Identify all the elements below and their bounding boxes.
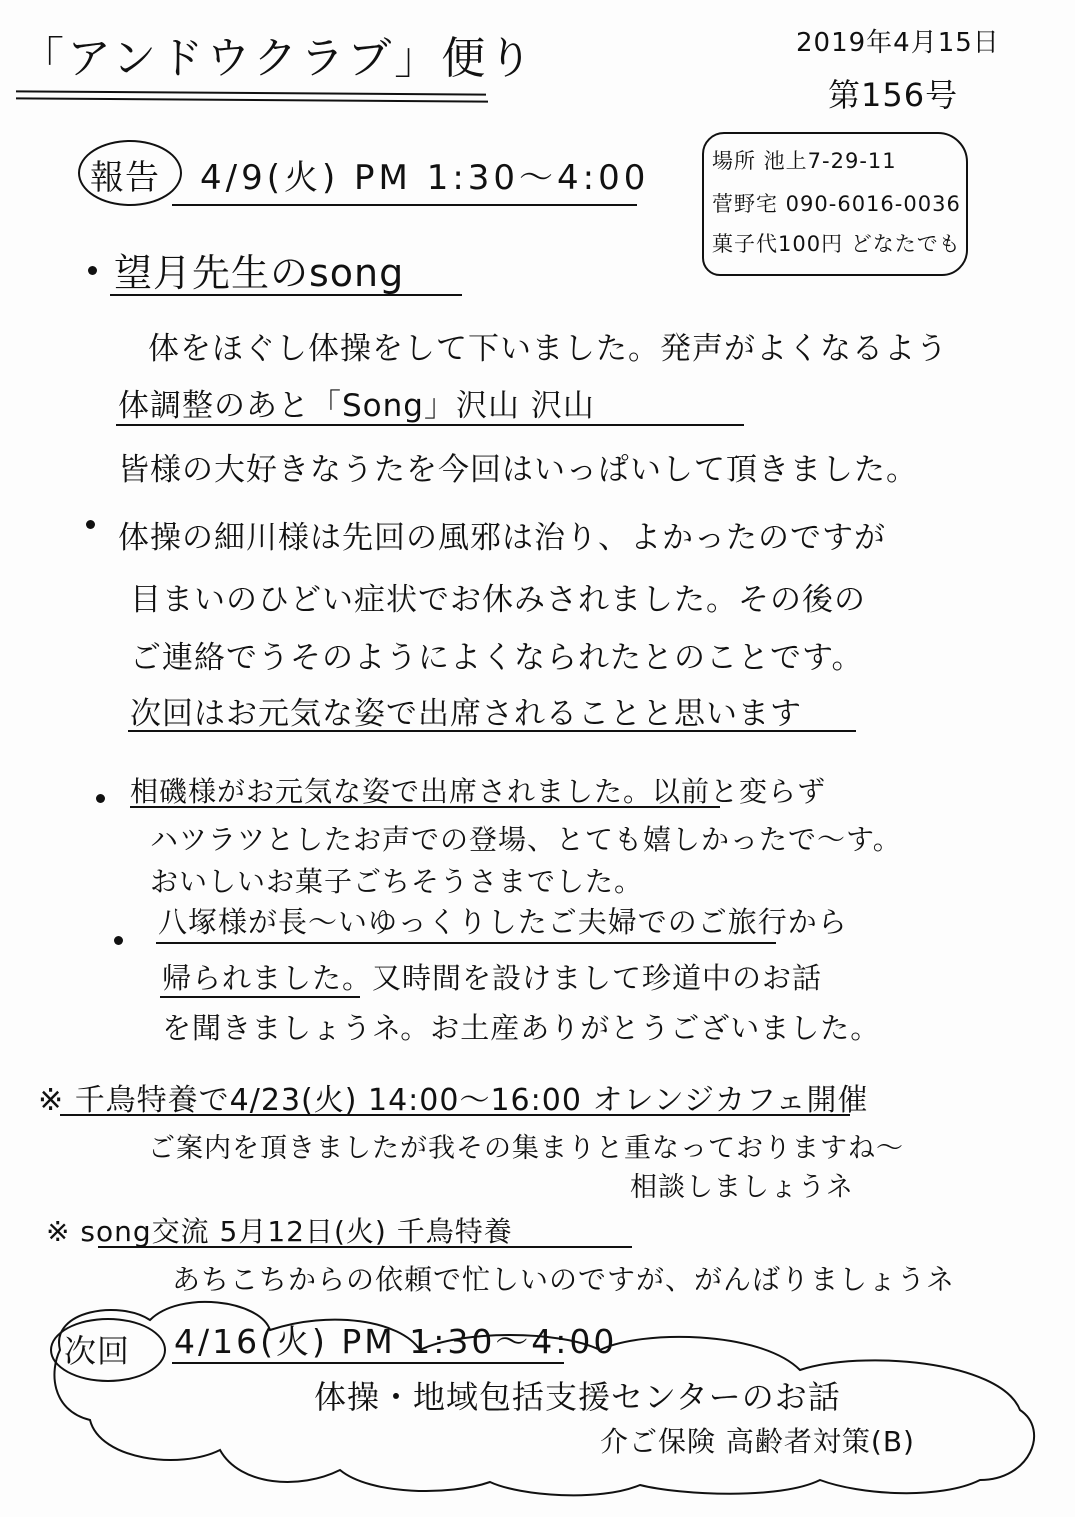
note-text: song交流 5月12日(火) 千鳥特養: [80, 1215, 513, 1248]
newsletter-title: 「アンドウクラブ」便り: [20, 33, 536, 84]
bullet-dot: [114, 936, 123, 945]
body-line: 体操の細川様は先回の風邪は治り、よかったのですが: [118, 520, 886, 556]
body-line: 皆様の大好きなうたを今回はいっぱいして頂きました。: [118, 452, 918, 488]
body-line: を聞きましょうネ。お土産ありがとうございました。: [162, 1011, 881, 1045]
next-datetime: 4/16(火) PM 1:30～4:00: [174, 1322, 618, 1361]
note-line: [46, 1210, 513, 1250]
body-line: ご連絡でうそのようによくなられたとのことです。: [130, 640, 864, 676]
note-underline: [60, 1114, 850, 1116]
line-underline: [156, 942, 776, 944]
info-place: 場所 池上7-29-11: [712, 149, 897, 173]
body-line: 目まいのひどい症状でお休みされました。その後の: [130, 582, 866, 618]
bullet-dot: [88, 266, 97, 275]
section-heading-song: 望月先生のsong: [114, 251, 405, 295]
note-underline: [98, 1246, 632, 1248]
next-topic: 体操・地域包括支援センターのお話: [314, 1378, 841, 1416]
body-line: 次回はお元気な姿で出席されることと思います: [130, 696, 802, 732]
next-topic: 介ご保険 高齢者対策(B): [600, 1425, 915, 1458]
bullet-dot: [96, 794, 105, 803]
note-line: [38, 1075, 868, 1119]
note-text: 千鳥特養で4/23(火) 14:00～16:00 オレンジカフェ開催: [74, 1083, 869, 1118]
body-line: 体をほぐし体操をして下いました。発声がよくなるよう: [148, 331, 948, 367]
bullet-dot: [86, 520, 95, 529]
note-line: 相談しましょうネ: [630, 1172, 854, 1203]
line-underline: [128, 730, 856, 732]
report-datetime: 4/9(火) PM 1:30～4:00: [200, 158, 650, 198]
line-underline: [130, 806, 720, 808]
line-underline: [116, 424, 744, 426]
title-underline: [16, 90, 486, 95]
body-line: 帰られました。又時間を設けまして珍道中のお話: [162, 961, 823, 995]
note-line: ご案内を頂きましたが我その集まりと重なっておりますね～: [148, 1133, 904, 1164]
next-label: 次回: [64, 1332, 131, 1370]
body-line: 体調整のあと「Song」沢山 沢山: [118, 388, 595, 424]
heading-underline: [110, 294, 462, 296]
body-line: ハツラツとしたお声での登場、とても嬉しかったで～す。: [150, 823, 902, 856]
note-mark: ※: [46, 1215, 71, 1248]
next-underline: [172, 1362, 564, 1364]
info-contact: 菅野宅 090-6016-0036: [712, 192, 961, 216]
line-underline: [160, 996, 360, 998]
issue-date: 2019年4月15日: [796, 28, 1000, 58]
report-underline: [172, 204, 637, 206]
info-fee: 菓子代100円 どなたでも: [712, 232, 961, 256]
body-line: 相磯様がお元気な姿で出席されました。以前と変らず: [130, 775, 827, 808]
note-mark: ※: [38, 1083, 65, 1118]
report-label: 報告: [90, 158, 160, 198]
issue-number: 第156号: [828, 76, 959, 114]
body-line: おいしいお菓子ごちそうさまでした。: [150, 865, 644, 898]
body-line: 八塚様が長～いゆっくりしたご夫婦でのご旅行から: [158, 905, 848, 939]
title-underline-double: [16, 97, 488, 102]
note-line: あちこちからの依頼で忙しいのですが、がんばりましょうネ: [172, 1263, 956, 1296]
